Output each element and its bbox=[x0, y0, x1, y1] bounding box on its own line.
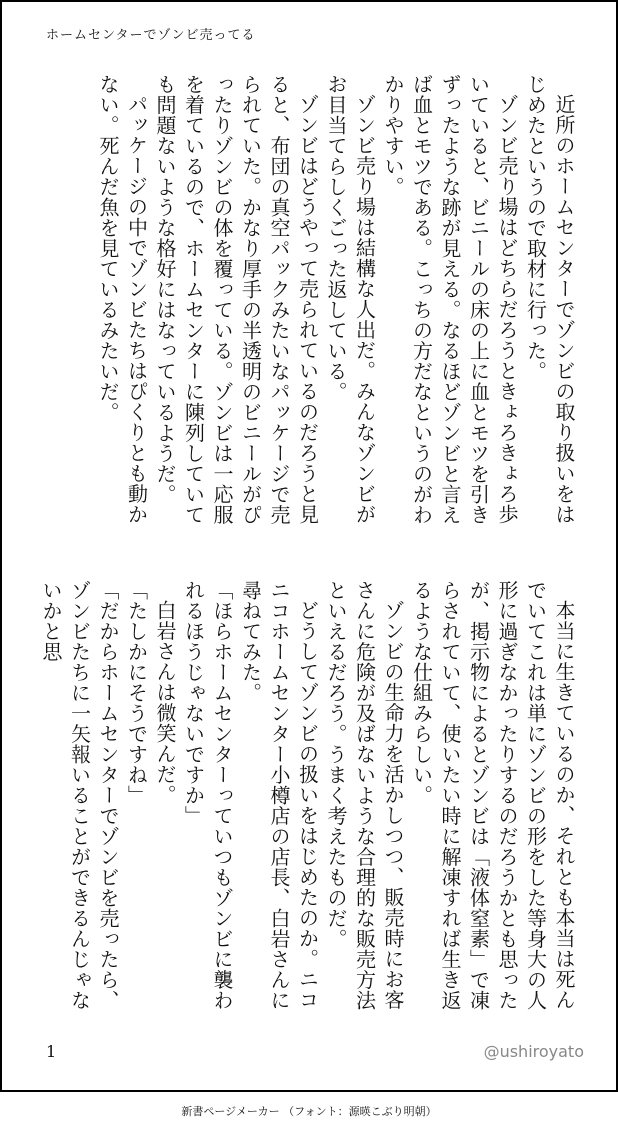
lower-text-block bbox=[38, 580, 578, 1016]
paragraph: どうしてゾンビの扱いをはじめたのか。ニコニコホームセンター小樽店の店長、白岩さんに尋ねてみた。 bbox=[238, 580, 320, 1011]
dialogue-line: 「ほらホームセンターっていつもゾンビに襲われるほうじゃないですか」 bbox=[181, 580, 234, 1011]
running-title: ホームセンターでゾンビ売ってる bbox=[46, 28, 256, 43]
dialogue-line: 「たしかにそうですね」 bbox=[124, 580, 149, 806]
page-number: 1 bbox=[46, 1042, 57, 1061]
paragraph: 本当に生きているのか、それとも本当は死んでいてこれは単にゾンビの形をした等身大の人形に過ぎなかったりするのだろうかとも思ったが、掲示物によるとゾンビは「液体窒素」で凍らされていて、使いたい時に解凍すれば生き返るような仕組みらしい。 bbox=[409, 580, 576, 1011]
paragraph: 近所のホームセンターでゾンビの取り扱いをはじめたというので取材に行った。 bbox=[523, 74, 576, 525]
paragraph: ゾンビはどうやって売られているのだろうと見ると、布団の真空パックみたいなパッケージで売られていた。かなり厚手の半透明のビニールがぴったりゾンビの体を覆っている。ゾンビは一応服を着ているので、ホームセンターに陳列していても問題ないような格好にはなっているようだ。 bbox=[153, 74, 320, 525]
dialogue-line: 「だからホームセンターでゾンビを売ったら、ゾンビたちに一矢報いることができるんじゃないかと思 bbox=[39, 580, 120, 1011]
paragraph: ゾンビ売り場はどちらだろうときょろきょろ歩いていると、ビニールの床の上に血とモツを引きずったような跡が見える。なるほどゾンビと言えば血とモツである。こっちの方だなというのがわかりやすい。 bbox=[381, 74, 519, 525]
paragraph: パッケージの中でゾンビたちはぴくりとも動かない。死んだ魚を見ているみたいだ。 bbox=[96, 74, 149, 525]
paragraph: 白岩さんは微笑んだ。 bbox=[153, 600, 177, 805]
author-handle: @ushiroyato bbox=[483, 1042, 584, 1061]
paragraph: ゾンビの生命力を活かしつつ、販売時にお客さんに危険が及ばないような合理的な販売方法といえるだろう。うまく考えたものだ。 bbox=[324, 580, 405, 1011]
generator-credit: 新書ページメーカー （フォント：源暎こぶり明朝） bbox=[181, 1105, 437, 1118]
upper-text-block bbox=[38, 74, 578, 544]
paragraph: ゾンビ売り場は結構な人出だ。みんなゾンビがお目当てらしくごった返している。 bbox=[324, 74, 377, 525]
